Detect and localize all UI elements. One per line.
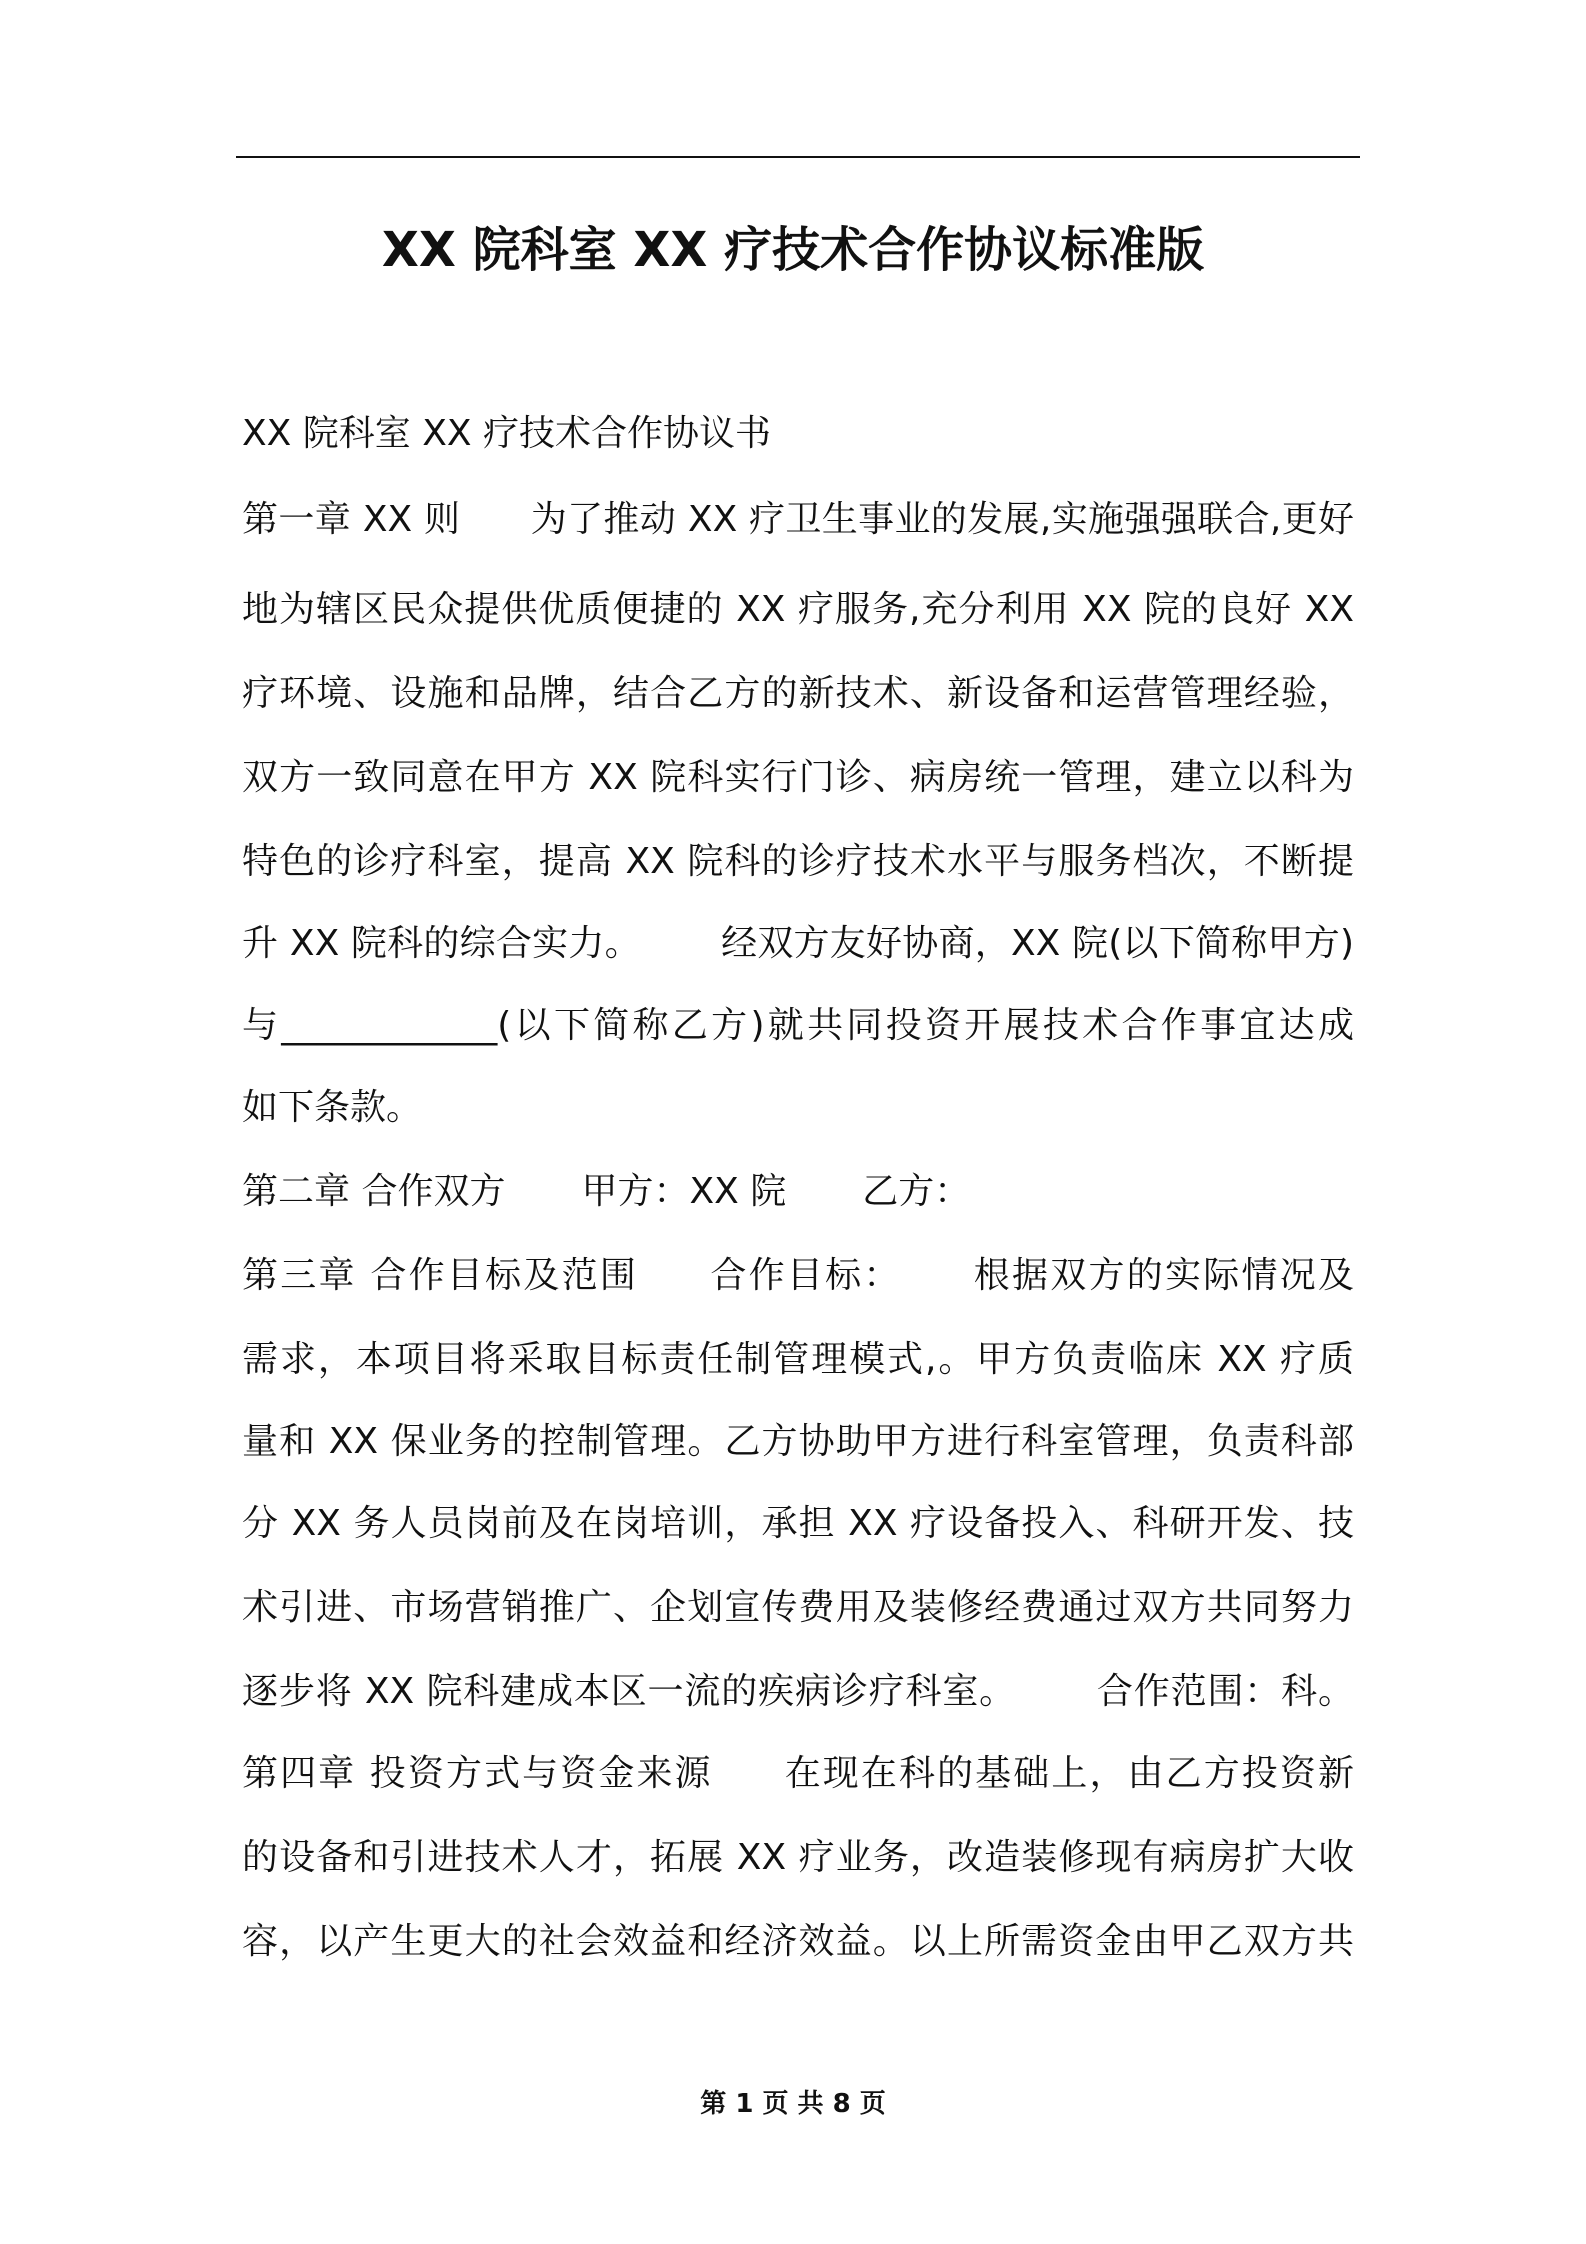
paragraph-line: 如下条款。 — [242, 1087, 423, 1128]
paragraph-line: 疗环境、设施和品牌，结合乙方的新技术、新设备和运营管理经验， — [242, 673, 1354, 714]
chapter-3-intro: 根据双方的实际情况及 — [971, 1255, 1354, 1296]
paragraph-line — [242, 914, 1354, 974]
paragraph-segment: 升 XX 院科的综合实力。 — [242, 923, 641, 964]
cooperation-scope: 合作范围：科。 — [1096, 1671, 1354, 1712]
paragraph-line: 地为辖区民众提供优质便捷的 XX 疗服务,充分利用 XX 院的良好 XX — [242, 589, 1354, 630]
paragraph-segment: 经双方友好协商，XX 院(以下简称甲方) — [720, 923, 1354, 964]
header-rule — [236, 156, 1360, 158]
goal-label: 合作目标： — [708, 1255, 902, 1296]
document-title: XX 院科室 XX 疗技术合作协议标准版 — [381, 222, 1205, 278]
paragraph-line: 容，以产生更大的社会效益和经济效益。以上所需资金由甲乙双方共 — [242, 1921, 1354, 1962]
paragraph-line: 特色的诊疗科室，提高 XX 院科的诊疗技术水平与服务档次，不断提 — [242, 841, 1354, 882]
chapter-3-heading: 第三章 合作目标及范围 — [242, 1255, 639, 1296]
chapter-3-first-line — [242, 1246, 1354, 1306]
paragraph-line: 术引进、市场营销推广、企划宣传费用及装修经费通过双方共同努力 — [242, 1587, 1354, 1628]
party-b: 乙方： — [862, 1171, 971, 1212]
chapter-1-first-line — [242, 490, 1354, 550]
chapter-2-line — [242, 1162, 970, 1222]
paragraph-line: 量和 XX 保业务的控制管理。乙方协助甲方进行科室管理，负责科部 — [242, 1421, 1354, 1462]
document-subtitle: XX 院科室 XX 疗技术合作协议书 — [242, 413, 771, 454]
paragraph-line: 需求，本项目将采取目标责任制管理模式,。甲方负责临床 XX 疗质 — [242, 1339, 1354, 1380]
chapter-2-heading: 第二章 合作双方 — [242, 1171, 506, 1212]
chapter-4-heading: 第四章 投资方式与资金来源 — [242, 1753, 713, 1794]
paragraph-line: 双方一致同意在甲方 XX 院科实行门诊、病房统一管理，建立以科为 — [242, 757, 1354, 798]
party-a: 甲方：XX 院 — [581, 1171, 787, 1212]
chapter-4-intro: 在现在科的基础上，由乙方投资新 — [782, 1753, 1354, 1794]
paragraph-line: 分 XX 务人员岗前及在岗培训，承担 XX 疗设备投入、科研开发、技 — [242, 1503, 1354, 1544]
chapter-1-intro: 为了推动 XX 疗卫生事业的发展,实施强强联合,更好 — [530, 499, 1354, 540]
paragraph-line — [242, 1662, 1354, 1722]
paragraph-line: 的设备和引进技术人才，拓展 XX 疗业务，改造装修现有病房扩大收 — [242, 1837, 1354, 1878]
chapter-4-first-line — [242, 1744, 1354, 1804]
paragraph-line: 与____________(以下简称乙方)就共同投资开展技术合作事宜达成 — [242, 1005, 1354, 1046]
page-number: 第 1 页 共 8 页 — [700, 2089, 886, 2119]
chapter-1-heading: 第一章 XX 则 — [242, 499, 461, 540]
paragraph-segment: 逐步将 XX 院科建成本区一流的疾病诊疗科室。 — [242, 1671, 1017, 1712]
